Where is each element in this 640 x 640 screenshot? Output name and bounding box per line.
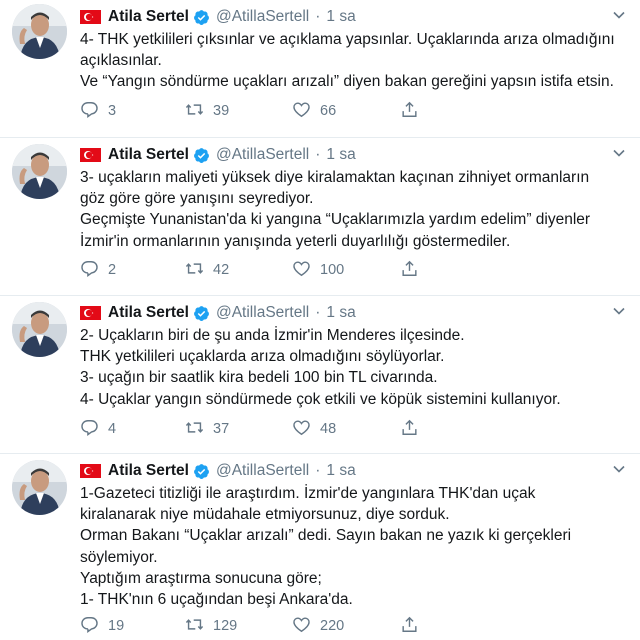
tweet-header	[80, 302, 356, 324]
tweet-text-line: kiralanarak niye müdahale etmiyorsunuz, diye sorduk.	[80, 506, 450, 524]
like-count: 100	[320, 262, 345, 278]
heart-icon	[292, 100, 311, 123]
retweet-button[interactable]	[185, 615, 237, 638]
like-count: 48	[320, 421, 337, 437]
like-button[interactable]	[292, 418, 336, 441]
separator-dot: ·	[315, 8, 321, 25]
reply-button[interactable]	[80, 615, 124, 638]
author-handle[interactable]: @AtillaSertell	[215, 462, 310, 479]
like-button[interactable]	[292, 615, 344, 638]
retweet-icon	[185, 259, 204, 282]
tweet-text-line: Ve “Yangın söndürme uçakları arızalı” diyen bakan gereğini yapsın istifa etsin.	[80, 73, 614, 91]
retweet-count: 42	[213, 262, 230, 278]
reply-button[interactable]	[80, 100, 116, 123]
tweet[interactable]	[0, 454, 640, 640]
tweet-text-line: Yaptığım araştırma sonucuna göre;	[80, 569, 322, 587]
chevron-down-icon[interactable]	[612, 304, 626, 318]
tweet-time[interactable]: 1 sa	[326, 146, 356, 163]
tweet-text	[80, 325, 630, 410]
tweet-header	[80, 144, 356, 166]
tweet-text-line: açıklasınlar.	[80, 52, 162, 70]
tweet-text-line: 3- uçağın bir saatlik kira bedeli 100 bin TL civarında.	[80, 369, 438, 387]
tweet-text-line: 4- THK yetkilileri çıksınlar ve açıklama yapsınlar. Uçaklarında arıza olmadığını	[80, 31, 615, 48]
like-count: 66	[320, 103, 337, 119]
reply-icon	[80, 259, 99, 282]
tweet-text-line: 1-Gazeteci titizliği ile araştırdım. İzmir'de yangınlara THK'dan uçak	[80, 485, 536, 502]
avatar[interactable]	[12, 144, 67, 199]
heart-icon	[292, 418, 311, 441]
tweet[interactable]	[0, 296, 640, 454]
retweet-button[interactable]	[185, 418, 229, 441]
share-button[interactable]	[400, 418, 419, 441]
tweet-text	[80, 483, 630, 610]
tweet-text	[80, 29, 630, 93]
author-name[interactable]: Atila Sertel	[108, 8, 189, 25]
reply-count: 3	[108, 103, 117, 119]
verified-badge-icon	[193, 147, 210, 164]
share-button[interactable]	[400, 100, 419, 123]
avatar[interactable]	[12, 4, 67, 59]
separator-dot: ·	[315, 304, 321, 321]
tweet-text-line: Geçmişte Yunanistan'da ki yangına “Uçaklarımızla yardım edelim” diyenler	[80, 211, 591, 229]
verified-badge-icon	[193, 9, 210, 26]
tweet-text-line: THK yetkilileri uçaklarda arıza olmadığını söylüyorlar.	[80, 348, 445, 366]
avatar[interactable]	[12, 302, 67, 357]
reply-button[interactable]	[80, 418, 116, 441]
share-icon	[400, 615, 419, 638]
tweet[interactable]	[0, 0, 640, 138]
separator-dot: ·	[315, 146, 321, 163]
retweet-count: 37	[213, 421, 230, 437]
verified-badge-icon	[193, 305, 210, 322]
turkey-flag-icon	[80, 148, 101, 162]
tweet[interactable]	[0, 138, 640, 296]
turkey-flag-icon	[80, 464, 101, 478]
tweet-text-line: Orman Bakanı “Uçaklar arızalı” dedi. Sayın bakan ne yazık ki gerçekleri	[80, 527, 572, 545]
share-icon	[400, 259, 419, 282]
retweet-button[interactable]	[185, 259, 229, 282]
share-icon	[400, 100, 419, 123]
separator-dot: ·	[315, 462, 321, 479]
tweet-time[interactable]: 1 sa	[326, 304, 356, 321]
turkey-flag-icon	[80, 306, 101, 320]
tweet-text-line: 1- THK'nın 6 uçağından beşi Ankara'da.	[80, 591, 353, 609]
share-button[interactable]	[400, 615, 419, 638]
tweet-text-line: 3- uçakların maliyeti yüksek diye kiralamaktan kaçınan zihniyet ormanların	[80, 169, 590, 186]
heart-icon	[292, 259, 311, 282]
tweet-text-line: söylemiyor.	[80, 548, 158, 566]
author-name[interactable]: Atila Sertel	[108, 146, 189, 163]
heart-icon	[292, 615, 311, 638]
tweet-text	[80, 167, 630, 252]
reply-icon	[80, 100, 99, 123]
like-button[interactable]	[292, 100, 336, 123]
tweet-text-line: 4- Uçaklar yangın söndürmede çok etkili ve köpük sistemini kullanıyor.	[80, 390, 561, 408]
tweet-header	[80, 460, 356, 482]
reply-icon	[80, 615, 99, 638]
tweet-text-line: İzmir'in ormanlarının yanışında yeterli duyarlılığı göstermediler.	[80, 232, 511, 250]
tweet-text-line: göz göre göre yanışını seyrediyor.	[80, 190, 314, 208]
author-handle[interactable]: @AtillaSertell	[215, 146, 310, 163]
author-handle[interactable]: @AtillaSertell	[215, 304, 310, 321]
like-count: 220	[320, 618, 345, 634]
like-button[interactable]	[292, 259, 344, 282]
reply-icon	[80, 418, 99, 441]
tweet-text-line: 2- Uçakların biri de şu anda İzmir'in Menderes ilçesinde.	[80, 327, 465, 344]
retweet-icon	[185, 418, 204, 441]
chevron-down-icon[interactable]	[612, 146, 626, 160]
reply-button[interactable]	[80, 259, 116, 282]
turkey-flag-icon	[80, 10, 101, 24]
reply-count: 2	[108, 262, 117, 278]
author-handle[interactable]: @AtillaSertell	[215, 8, 310, 25]
retweet-icon	[185, 100, 204, 123]
tweet-header	[80, 6, 356, 28]
avatar[interactable]	[12, 460, 67, 515]
reply-count: 19	[108, 618, 125, 634]
author-name[interactable]: Atila Sertel	[108, 304, 189, 321]
retweet-count: 129	[213, 618, 238, 634]
retweet-icon	[185, 615, 204, 638]
retweet-button[interactable]	[185, 100, 229, 123]
tweet-time[interactable]: 1 sa	[326, 8, 356, 25]
retweet-count: 39	[213, 103, 230, 119]
chevron-down-icon[interactable]	[612, 8, 626, 22]
author-name[interactable]: Atila Sertel	[108, 462, 189, 479]
tweet-time[interactable]: 1 sa	[326, 462, 356, 479]
share-button[interactable]	[400, 259, 419, 282]
verified-badge-icon	[193, 463, 210, 480]
share-icon	[400, 418, 419, 441]
reply-count: 4	[108, 421, 117, 437]
chevron-down-icon[interactable]	[612, 462, 626, 476]
